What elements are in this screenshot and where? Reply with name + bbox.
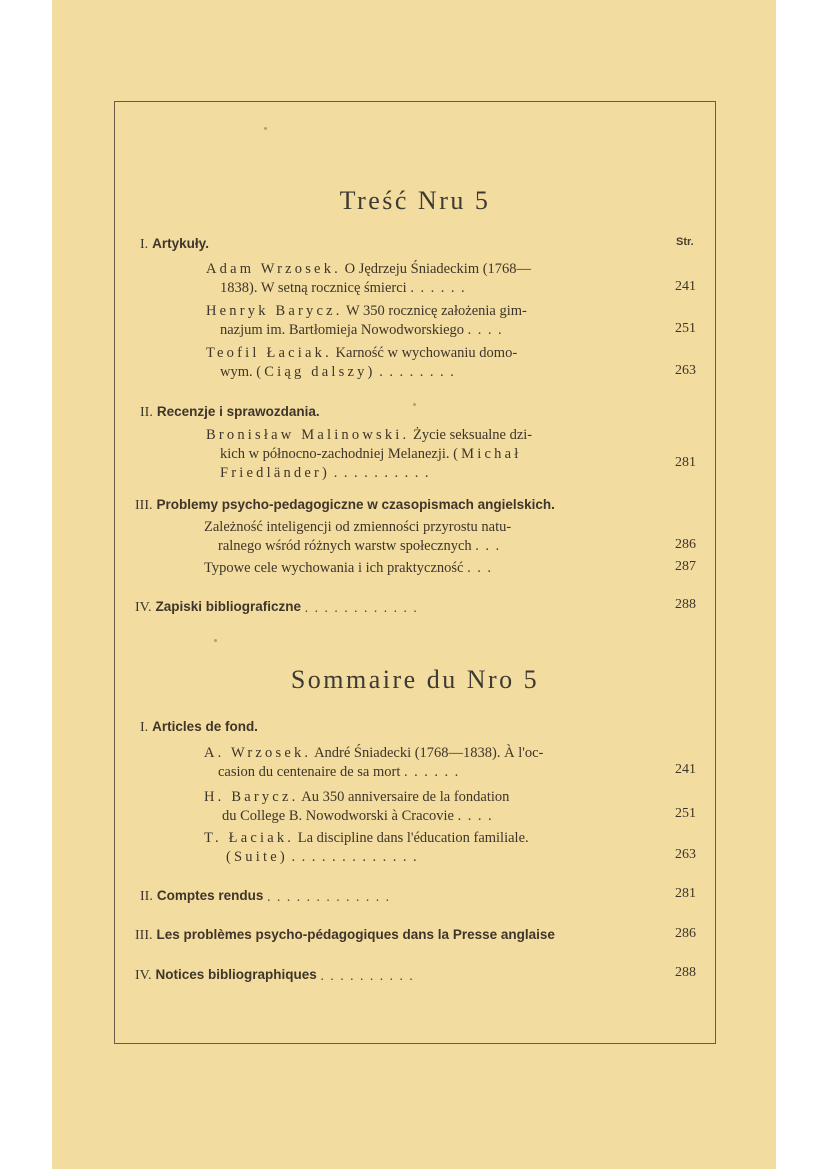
dot-leader: ...... [410, 280, 472, 296]
dot-leader: ............. [267, 889, 396, 904]
toc-entry [206, 344, 638, 382]
dot-leader: ...... [404, 764, 465, 780]
entry-title-cont: wym. [220, 364, 253, 380]
section-title: Les problèmes psycho-pédagogiques dans la Presse anglaise [156, 927, 555, 942]
section-number: I. [140, 237, 149, 252]
toc-entry [204, 829, 638, 867]
section-heading [140, 236, 209, 253]
toc-entry [206, 302, 638, 340]
entry-title-cont: du College B. Nowodworski à Cracovie [222, 808, 454, 824]
entry-title-cont: nazjum im. Bartłomieja Nowodworskiego [220, 322, 465, 338]
entry-title: O Jędrzeju Śniadeckim (1768— [344, 261, 532, 277]
contents-title: Sommaire du Nro 5 [290, 665, 540, 694]
entry-page: 281 [675, 886, 696, 901]
dot-leader: ........ [379, 364, 461, 380]
section-heading [140, 888, 597, 905]
section-number: II. [140, 405, 153, 420]
contents-title: Treść Nru 5 [339, 186, 491, 215]
entry-title-cont: casion du centenaire de sa mort [218, 764, 401, 780]
section-number: III. [135, 928, 153, 943]
entry-continuation: (Suite) [226, 849, 288, 865]
speck [214, 639, 217, 642]
section-heading [135, 497, 555, 514]
entry-continuation: (Ciąg dalszy) [256, 364, 376, 380]
entry-title: Karność w wychowaniu domo- [335, 345, 518, 361]
section-number: IV. [135, 968, 152, 983]
entry-title: Zależność inteligencji od zmienności przyrostu natu- [204, 519, 512, 535]
entry-page: 286 [675, 926, 696, 941]
entry-author: Adam Wrzosek. [206, 261, 341, 277]
entry-page: 288 [675, 965, 696, 980]
section-number: I. [140, 720, 149, 735]
entry-author: H. Barycz. [204, 789, 299, 805]
section-heading [140, 719, 258, 736]
entry-title-cont: kich w północno-zachodniej Melanezji. [220, 446, 450, 462]
section-title: Articles de fond. [152, 719, 258, 734]
toc-entry [206, 426, 638, 483]
entry-reviewer: (Michał [453, 446, 522, 462]
entry-author: Henryk Barycz. [206, 303, 343, 319]
entry-title: La discipline dans l'éducation familiale. [297, 830, 529, 846]
section-number: II. [140, 889, 153, 904]
entry-page: 241 [675, 762, 696, 777]
entry-page: 251 [675, 321, 696, 336]
section-title: Comptes rendus [156, 888, 264, 903]
dot-leader: .......... [333, 465, 435, 481]
dot-leader: ............ [304, 600, 424, 615]
section-title: Zapiski bibliograficzne [155, 599, 301, 614]
entry-title: Typowe cele wychowania i ich praktyczność [204, 560, 464, 576]
toc-entry [206, 260, 638, 298]
entry-author: Teofil Łaciak. [206, 345, 332, 361]
section-title: Artykuły. [152, 236, 209, 251]
entry-page: 263 [675, 847, 696, 862]
section-title: Notices bibliographiques [155, 967, 317, 982]
section-title: Recenzje i sprawozdania. [156, 404, 320, 419]
toc-entry [204, 788, 638, 826]
pages-column-label: Str. [676, 236, 694, 248]
entry-page: 251 [675, 806, 696, 821]
dot-leader: .... [467, 322, 509, 338]
dot-leader: ... [475, 538, 506, 554]
entry-title-cont: ralnego wśród różnych warstw społecznych [218, 538, 472, 554]
section-title: Problemy psycho-pedagogiczne w czasopismach angielskich. [156, 497, 555, 512]
toc-entry [204, 744, 638, 782]
entry-author: Bronisław Malinowski. [206, 427, 410, 443]
toc-entry [204, 559, 638, 578]
dot-leader: .... [457, 808, 499, 824]
entry-title: W 350 rocznicę założenia gim- [345, 303, 527, 319]
entry-page: 288 [675, 597, 696, 612]
entry-title: André Śniadecki (1768—1838). À l'oc- [314, 745, 544, 761]
section-heading [135, 927, 555, 944]
entry-page: 263 [675, 363, 696, 378]
dot-leader: ... [467, 560, 498, 576]
entry-page: 287 [675, 559, 696, 574]
entry-page: 241 [675, 279, 696, 294]
entry-title: Życie seksualne dzi- [412, 427, 533, 443]
section-number: IV. [135, 600, 152, 615]
entry-title-cont: 1838). W setną rocznicę śmierci [220, 280, 407, 296]
section-heading [135, 599, 575, 616]
entry-page: 281 [675, 455, 696, 470]
toc-entry [204, 518, 638, 556]
entry-page: 286 [675, 537, 696, 552]
entry-reviewer-cont: Friedländer) [220, 465, 331, 481]
speck [264, 127, 267, 130]
dot-leader: ............. [291, 849, 424, 865]
speck [413, 403, 416, 406]
entry-author: T. Łaciak. [204, 830, 295, 846]
section-heading [135, 967, 581, 984]
dot-leader: .......... [320, 968, 420, 983]
entry-title: Au 350 anniversaire de la fondation [301, 789, 510, 805]
section-number: III. [135, 498, 153, 513]
section-heading [140, 404, 320, 421]
entry-author: A. Wrzosek. [204, 745, 312, 761]
